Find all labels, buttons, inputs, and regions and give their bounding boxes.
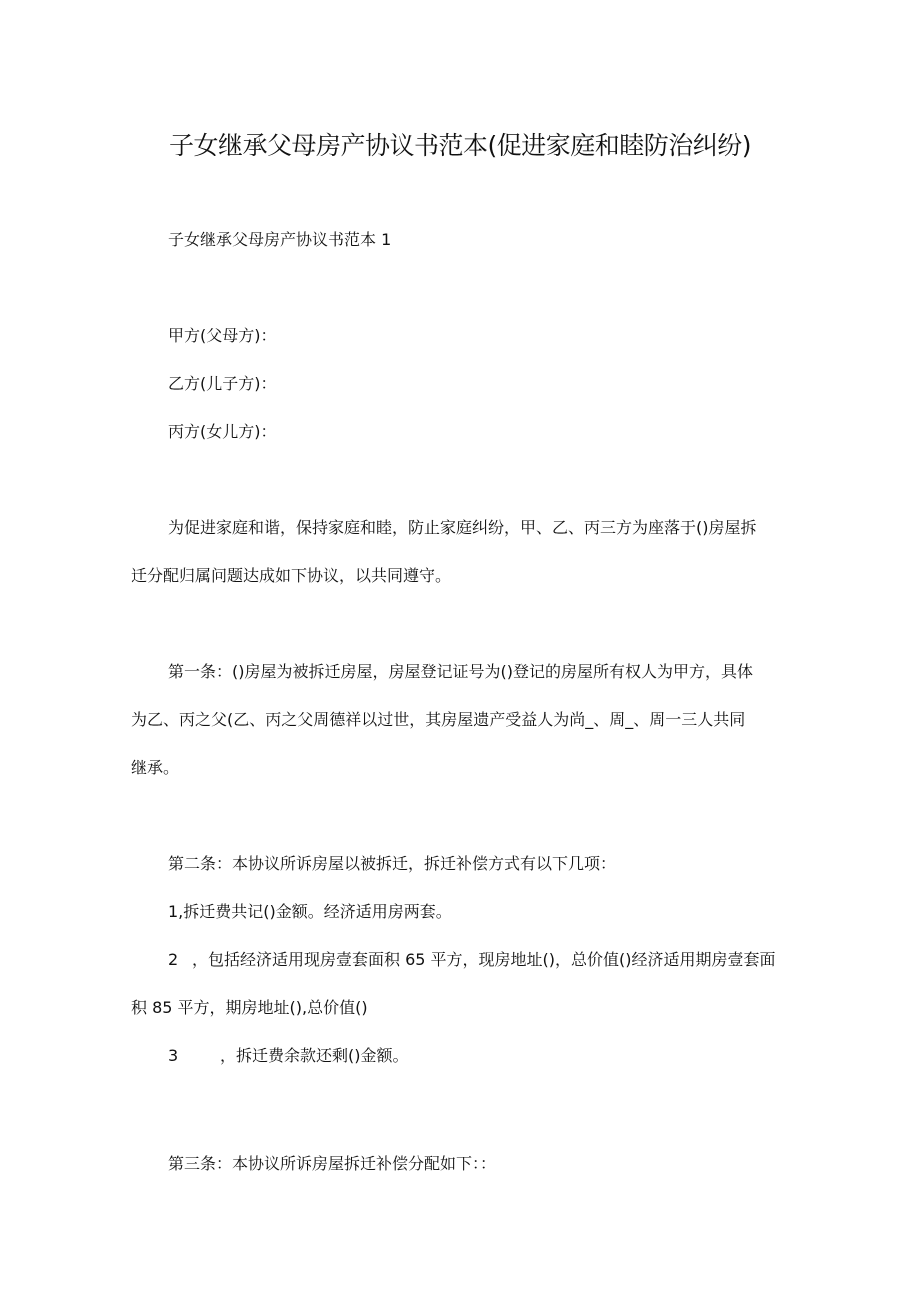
article-2-item-3 — [168, 1044, 409, 1068]
party-b-label: 乙方(儿子方)： — [168, 374, 277, 393]
article-2-item-3-text: ，拆迁费余款还剩()金额。 — [220, 1046, 409, 1065]
party-c-label: 丙方(女儿方)： — [168, 422, 277, 441]
article-2-item-2-line-2: 积 85 平方，期房地址(),总价值() — [131, 998, 368, 1017]
article-2-item-1: 1,拆迁费共记()金额。经济适用房两套。 — [168, 902, 452, 921]
intro-paragraph-line-2: 迁分配归属问题达成如下协议，以共同遵守。 — [131, 566, 452, 585]
document-subtitle: 子女继承父母房产协议书范本 1 — [168, 230, 392, 249]
article-3-heading: 第三条：本协议所诉房屋拆迁补偿分配如下：： — [168, 1154, 497, 1173]
article-2-heading: 第二条：本协议所诉房屋以被拆迁，拆迁补偿方式有以下几项： — [168, 854, 617, 873]
article-1-line-1: 第一条：()房屋为被拆迁房屋，房屋登记证号为()登记的房屋所有权人为甲方，具体 — [168, 662, 753, 681]
party-a-label: 甲方(父母方)： — [168, 326, 277, 345]
article-2-item-2-text: ，包括经济适用现房壹套面积 65 平方，现房地址()，总价值()经济适用期房壹套面 — [192, 950, 776, 969]
article-1-line-3: 继承。 — [131, 758, 180, 777]
article-2-item-3-number: 3 — [168, 1046, 179, 1065]
article-1-line-2: 为乙、丙之父(乙、丙之父周德祥以过世，其房屋遗产受益人为尚_、周_、周一三人共同 — [131, 710, 746, 729]
document-title: 子女继承父母房产协议书范本(促进家庭和睦防治纠纷) — [168, 131, 751, 160]
intro-paragraph-line-1: 为促进家庭和谐，保持家庭和睦，防止家庭纠纷，甲、乙、丙三方为座落于()房屋拆 — [168, 518, 757, 537]
article-2-item-2-number: 2 — [168, 950, 179, 969]
article-2-item-2-line-1 — [168, 948, 776, 972]
